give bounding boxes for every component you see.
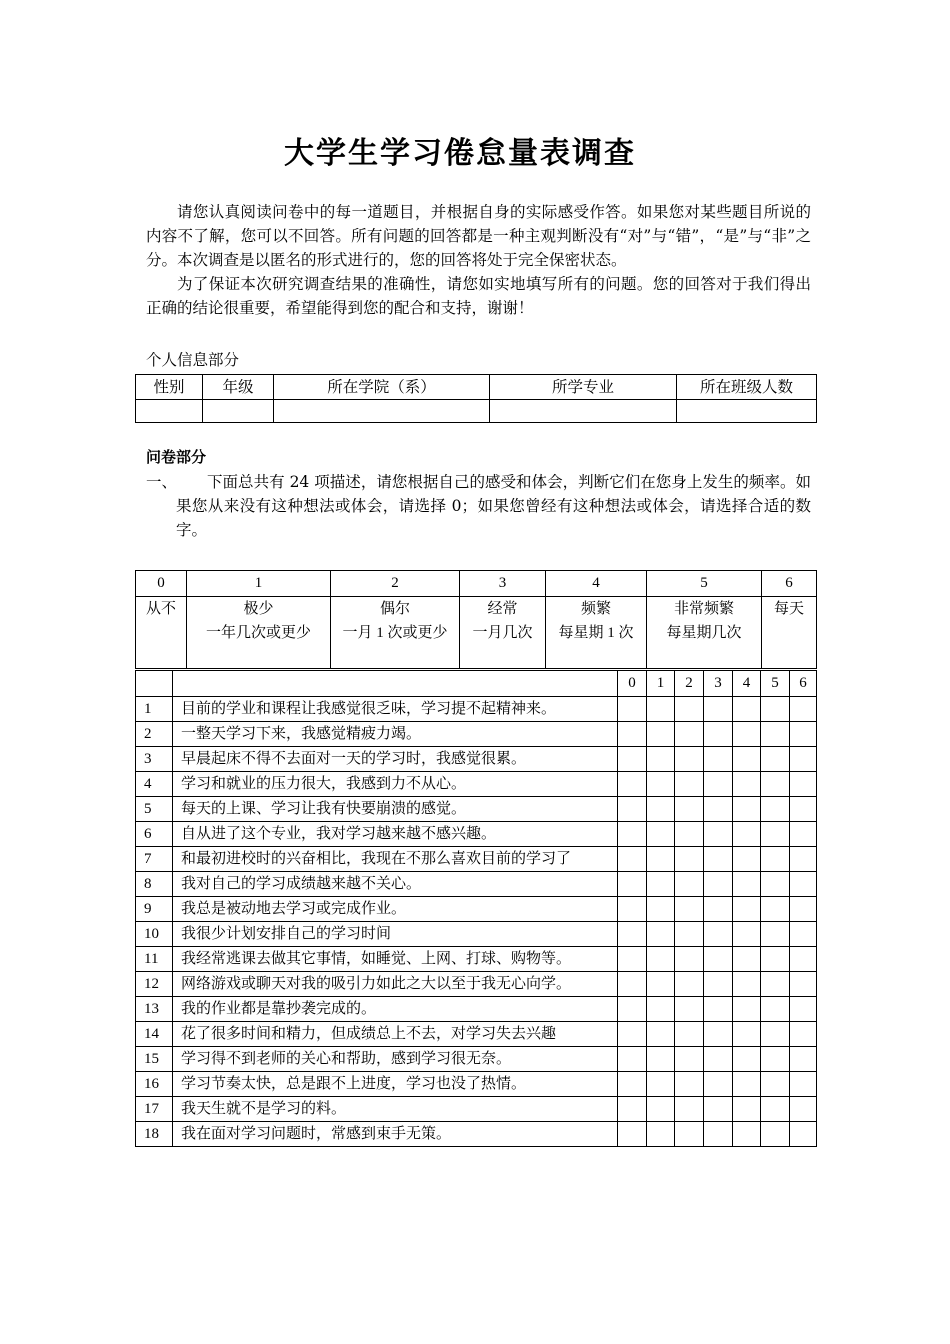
- table-row: [136, 797, 817, 822]
- instruction: [146, 470, 811, 542]
- answer-cell[interactable]: [704, 772, 733, 797]
- answer-cell[interactable]: [618, 822, 647, 847]
- personal-info-label: 个人信息部分: [146, 351, 240, 369]
- answer-cell[interactable]: [790, 722, 817, 747]
- answer-cell[interactable]: [618, 1047, 647, 1072]
- item-number: 17: [136, 1097, 173, 1122]
- scale-desc: 每星期 1 次: [558, 625, 634, 641]
- answer-cell[interactable]: [647, 722, 675, 747]
- answer-cell[interactable]: [761, 697, 790, 722]
- item-number: 5: [136, 797, 173, 822]
- table-row: [136, 1047, 817, 1072]
- answer-cell[interactable]: [675, 897, 704, 922]
- table-row: [136, 1097, 817, 1122]
- item-number: 13: [136, 997, 173, 1022]
- answer-cell[interactable]: [618, 1097, 647, 1122]
- answer-cell[interactable]: [618, 997, 647, 1022]
- answer-cell[interactable]: [761, 822, 790, 847]
- answer-cell[interactable]: [647, 1047, 675, 1072]
- answer-cell[interactable]: [790, 847, 817, 872]
- answer-cell[interactable]: [761, 1097, 790, 1122]
- answer-cell[interactable]: [618, 1072, 647, 1097]
- answer-cell[interactable]: [675, 1122, 704, 1147]
- answer-cell[interactable]: [618, 897, 647, 922]
- table-row: [136, 922, 817, 947]
- scale-cell: [546, 597, 647, 669]
- answer-cell[interactable]: [790, 1022, 817, 1047]
- table-row: [136, 747, 817, 772]
- answer-cell[interactable]: [790, 947, 817, 972]
- scale-desc: 一年几次或更少: [205, 625, 311, 641]
- answer-cell[interactable]: [675, 1097, 704, 1122]
- table-row: [136, 897, 817, 922]
- header-blank: [136, 671, 173, 697]
- answer-cell[interactable]: [733, 747, 761, 772]
- scale-desc: 一月 1 次或更少: [342, 625, 448, 641]
- answer-cell[interactable]: [704, 722, 733, 747]
- answer-cell[interactable]: [647, 847, 675, 872]
- header-blank: [173, 671, 618, 697]
- item-number: 7: [136, 847, 173, 872]
- answer-cell[interactable]: [761, 872, 790, 897]
- answer-cell[interactable]: [675, 697, 704, 722]
- item-text: 我的作业都是靠抄袭完成的。: [173, 997, 618, 1022]
- scale-number: 6: [762, 571, 817, 597]
- answer-cell[interactable]: [618, 847, 647, 872]
- answer-cell[interactable]: [761, 722, 790, 747]
- answer-cell[interactable]: [761, 847, 790, 872]
- answer-cell[interactable]: [704, 1122, 733, 1147]
- answer-cell[interactable]: [647, 922, 675, 947]
- answer-cell[interactable]: [790, 1047, 817, 1072]
- answer-cell[interactable]: [761, 1022, 790, 1047]
- answer-cell[interactable]: [790, 747, 817, 772]
- answer-cell[interactable]: [733, 847, 761, 872]
- instruction-text: 下面总共有 24 项描述，请您根据自己的感受和体会，判断它们在您身上发生的频率。如果您从来没有这种想法或体会，请选择 0；如果您曾经有这种想法或体会，请选择合适的数字。: [176, 473, 811, 539]
- answer-cell[interactable]: [675, 797, 704, 822]
- item-text: 我很少计划安排自己的学习时间: [173, 922, 618, 947]
- header-gender: 性别: [136, 375, 203, 400]
- answer-cell[interactable]: [733, 947, 761, 972]
- item-number: 4: [136, 772, 173, 797]
- item-number: 18: [136, 1122, 173, 1147]
- answer-cell[interactable]: [647, 747, 675, 772]
- questionnaire-label: 问卷部分: [146, 448, 207, 466]
- answer-cell[interactable]: [733, 922, 761, 947]
- item-text: 我天生就不是学习的料。: [173, 1097, 618, 1122]
- table-row: [136, 772, 817, 797]
- answer-cell[interactable]: [704, 1097, 733, 1122]
- item-text: 和最初进校时的兴奋相比，我现在不那么喜欢目前的学习了: [173, 847, 618, 872]
- item-number: 12: [136, 972, 173, 997]
- column-header: 6: [790, 671, 817, 697]
- table-row: [136, 822, 817, 847]
- answer-cell[interactable]: [790, 697, 817, 722]
- answer-cell[interactable]: [647, 1022, 675, 1047]
- answer-cell[interactable]: [647, 797, 675, 822]
- answer-cell[interactable]: [618, 797, 647, 822]
- answer-cell[interactable]: [761, 972, 790, 997]
- answer-cell[interactable]: [675, 822, 704, 847]
- answer-cell[interactable]: [761, 947, 790, 972]
- answer-cell[interactable]: [733, 697, 761, 722]
- answer-cell[interactable]: [647, 1072, 675, 1097]
- answer-cell[interactable]: [733, 897, 761, 922]
- answer-cell[interactable]: [733, 1097, 761, 1122]
- answer-cell[interactable]: [618, 697, 647, 722]
- college-field[interactable]: [274, 400, 490, 423]
- item-number: 3: [136, 747, 173, 772]
- answer-cell[interactable]: [647, 972, 675, 997]
- table-row: [136, 847, 817, 872]
- item-text: 学习和就业的压力很大，我感到力不从心。: [173, 772, 618, 797]
- answer-cell[interactable]: [733, 872, 761, 897]
- answer-cell[interactable]: [675, 772, 704, 797]
- item-text: 我总是被动地去学习或完成作业。: [173, 897, 618, 922]
- answer-cell[interactable]: [761, 1047, 790, 1072]
- item-number: 2: [136, 722, 173, 747]
- scale-cell: [762, 597, 817, 669]
- answer-cell[interactable]: [733, 1122, 761, 1147]
- answer-cell[interactable]: [733, 1072, 761, 1097]
- answer-cell[interactable]: [618, 1122, 647, 1147]
- answer-cell[interactable]: [618, 722, 647, 747]
- answer-cell[interactable]: [618, 947, 647, 972]
- answer-cell[interactable]: [704, 1022, 733, 1047]
- answer-cell[interactable]: [704, 797, 733, 822]
- scale-number: 0: [136, 571, 187, 597]
- answer-cell[interactable]: [704, 922, 733, 947]
- major-field[interactable]: [490, 400, 677, 423]
- item-text: 网络游戏或聊天对我的吸引力如此之大以至于我无心向学。: [173, 972, 618, 997]
- item-text: 我经常逃课去做其它事情，如睡觉、上网、打球、购物等。: [173, 947, 618, 972]
- answer-cell[interactable]: [704, 947, 733, 972]
- answer-cell[interactable]: [647, 822, 675, 847]
- frequency-scale-table: [135, 570, 817, 669]
- answer-cell[interactable]: [761, 1122, 790, 1147]
- item-number: 11: [136, 947, 173, 972]
- table-row: [136, 697, 817, 722]
- answer-cell[interactable]: [647, 897, 675, 922]
- answer-cell[interactable]: [675, 747, 704, 772]
- answer-cell[interactable]: [790, 797, 817, 822]
- answer-cell[interactable]: [647, 1122, 675, 1147]
- item-text: 每天的上课、学习让我有快要崩溃的感觉。: [173, 797, 618, 822]
- item-text: 早晨起床不得不去面对一天的学习时，我感觉很累。: [173, 747, 618, 772]
- gender-field[interactable]: [136, 400, 203, 423]
- answer-cell[interactable]: [790, 1122, 817, 1147]
- scale-label: 从不: [145, 601, 176, 617]
- scale-cell: [136, 597, 187, 669]
- answer-cell[interactable]: [733, 997, 761, 1022]
- answer-cell[interactable]: [704, 872, 733, 897]
- answer-cell[interactable]: [733, 1047, 761, 1072]
- answer-cell[interactable]: [647, 997, 675, 1022]
- scale-number: 5: [647, 571, 762, 597]
- scale-number: 4: [546, 571, 647, 597]
- item-number: 8: [136, 872, 173, 897]
- table-row: [136, 872, 817, 897]
- answer-cell[interactable]: [647, 1097, 675, 1122]
- answer-cell[interactable]: [761, 997, 790, 1022]
- scale-cell: [460, 597, 546, 669]
- intro-paragraph-1: 请您认真阅读问卷中的每一道题目，并根据自身的实际感受作答。如果您对某些题目所说的内容不了解，您可以不回答。所有问题的回答都是一种主观判断没有“对”与“错”，“是”与“非”之分。本次调查是以匿名的形式进行的，您的回答将处于完全保密状态。: [146, 203, 811, 269]
- scale-desc: 每星期几次: [666, 625, 742, 641]
- scale-desc: 一月几次: [472, 625, 533, 641]
- answer-cell[interactable]: [704, 697, 733, 722]
- scale-cell: [187, 597, 331, 669]
- answer-cell[interactable]: [647, 697, 675, 722]
- grade-field[interactable]: [203, 400, 274, 423]
- answer-cell[interactable]: [647, 872, 675, 897]
- answer-cell[interactable]: [790, 1072, 817, 1097]
- table-row: [136, 947, 817, 972]
- column-header: 4: [733, 671, 761, 697]
- answer-cell[interactable]: [733, 1022, 761, 1047]
- intro-text: [146, 200, 811, 320]
- item-text: 花了很多时间和精力，但成绩总上不去，对学习失去兴趣: [173, 1022, 618, 1047]
- answer-cell[interactable]: [675, 1047, 704, 1072]
- column-header: 1: [647, 671, 675, 697]
- answer-cell[interactable]: [790, 1097, 817, 1122]
- answer-cell[interactable]: [618, 872, 647, 897]
- personal-info-table: [135, 374, 817, 423]
- table-row: [136, 722, 817, 747]
- item-text: 自从进了这个专业，我对学习越来越不感兴趣。: [173, 822, 618, 847]
- answer-cell[interactable]: [675, 872, 704, 897]
- table-row: [136, 1022, 817, 1047]
- answer-cell[interactable]: [704, 747, 733, 772]
- questions-table: [135, 670, 817, 1147]
- scale-number: 2: [331, 571, 460, 597]
- column-header: 3: [704, 671, 733, 697]
- column-header: 0: [618, 671, 647, 697]
- answer-cell[interactable]: [761, 747, 790, 772]
- intro-paragraph-2: 为了保证本次研究调查结果的准确性，请您如实地填写所有的问题。您的回答对于我们得出正确的结论很重要，希望能得到您的配合和支持，谢谢！: [146, 275, 811, 317]
- item-number: 9: [136, 897, 173, 922]
- answer-cell[interactable]: [704, 1047, 733, 1072]
- answer-cell[interactable]: [675, 972, 704, 997]
- answer-cell[interactable]: [704, 897, 733, 922]
- answer-cell[interactable]: [761, 922, 790, 947]
- scale-label: 每天: [773, 601, 804, 617]
- scale-label: 极少: [243, 601, 274, 617]
- item-number: 16: [136, 1072, 173, 1097]
- table-row: [136, 1072, 817, 1097]
- answer-cell[interactable]: [618, 972, 647, 997]
- answer-cell[interactable]: [761, 897, 790, 922]
- answer-cell[interactable]: [704, 847, 733, 872]
- answer-cell[interactable]: [790, 972, 817, 997]
- answer-cell[interactable]: [790, 897, 817, 922]
- item-text: 学习得不到老师的关心和帮助，感到学习很无奈。: [173, 1047, 618, 1072]
- header-grade: 年级: [203, 375, 274, 400]
- answer-cell[interactable]: [675, 847, 704, 872]
- item-number: 1: [136, 697, 173, 722]
- item-text: 目前的学业和课程让我感觉很乏味，学习提不起精神来。: [173, 697, 618, 722]
- item-text: 学习节奏太快，总是跟不上进度，学习也没了热情。: [173, 1072, 618, 1097]
- answer-cell[interactable]: [704, 997, 733, 1022]
- answer-cell[interactable]: [618, 922, 647, 947]
- answer-cell[interactable]: [618, 1022, 647, 1047]
- answer-cell[interactable]: [761, 772, 790, 797]
- answer-cell[interactable]: [704, 972, 733, 997]
- answer-cell[interactable]: [704, 822, 733, 847]
- answer-cell[interactable]: [675, 722, 704, 747]
- answer-cell[interactable]: [733, 797, 761, 822]
- scale-label: 非常频繁: [673, 601, 734, 617]
- answer-cell[interactable]: [790, 822, 817, 847]
- item-text: 我对自己的学习成绩越来越不关心。: [173, 872, 618, 897]
- answer-cell[interactable]: [647, 772, 675, 797]
- answer-cell[interactable]: [733, 822, 761, 847]
- scale-label: 频繁: [580, 601, 611, 617]
- item-text: 一整天学习下来，我感觉精疲力竭。: [173, 722, 618, 747]
- item-number: 10: [136, 922, 173, 947]
- scale-cell: [647, 597, 762, 669]
- answer-cell[interactable]: [618, 747, 647, 772]
- scale-label: 偶尔: [379, 601, 410, 617]
- item-number: 15: [136, 1047, 173, 1072]
- answer-cell[interactable]: [790, 997, 817, 1022]
- table-row: [136, 1122, 817, 1147]
- answer-cell[interactable]: [761, 797, 790, 822]
- instruction-number: 一、: [146, 473, 178, 491]
- class-size-field[interactable]: [677, 400, 817, 423]
- answer-cell[interactable]: [733, 772, 761, 797]
- answer-cell[interactable]: [790, 772, 817, 797]
- answer-cell[interactable]: [675, 997, 704, 1022]
- scale-label: 经常: [487, 601, 518, 617]
- item-text: 我在面对学习问题时，常感到束手无策。: [173, 1122, 618, 1147]
- answer-cell[interactable]: [733, 972, 761, 997]
- column-header: 2: [675, 671, 704, 697]
- answer-cell[interactable]: [733, 722, 761, 747]
- answer-cell[interactable]: [761, 1072, 790, 1097]
- answer-cell[interactable]: [675, 922, 704, 947]
- header-college: 所在学院（系）: [274, 375, 490, 400]
- answer-cell[interactable]: [675, 1022, 704, 1047]
- answer-cell[interactable]: [618, 772, 647, 797]
- table-row: [136, 997, 817, 1022]
- answer-cell[interactable]: [675, 1072, 704, 1097]
- answer-cell[interactable]: [647, 947, 675, 972]
- item-number: 6: [136, 822, 173, 847]
- item-number: 14: [136, 1022, 173, 1047]
- header-major: 所学专业: [490, 375, 677, 400]
- table-row: [136, 972, 817, 997]
- page-title: 大学生学习倦怠量表调查: [284, 136, 636, 171]
- answer-cell[interactable]: [704, 1072, 733, 1097]
- answer-cell[interactable]: [790, 872, 817, 897]
- answer-cell[interactable]: [675, 947, 704, 972]
- answer-cell[interactable]: [790, 922, 817, 947]
- scale-number: 3: [460, 571, 546, 597]
- header-class-size: 所在班级人数: [677, 375, 817, 400]
- scale-cell: [331, 597, 460, 669]
- column-header: 5: [761, 671, 790, 697]
- scale-number: 1: [187, 571, 331, 597]
